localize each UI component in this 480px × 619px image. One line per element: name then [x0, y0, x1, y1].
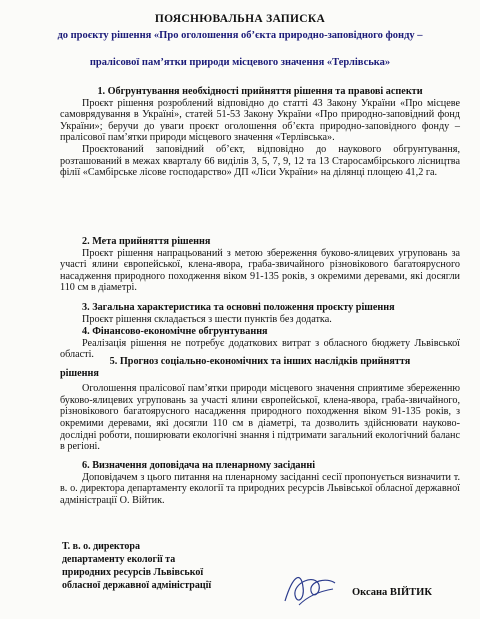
- section-3-paragraph: Проєкт рішення складається з шести пунктів без додатка.: [82, 313, 332, 325]
- section-5-heading: [60, 356, 460, 379]
- handwritten-signature: [275, 565, 345, 610]
- signature-position-line3: природних ресурсів Львівської: [62, 567, 204, 578]
- signature-position-line2: департаменту екології та: [62, 554, 176, 565]
- section-6: [60, 460, 460, 506]
- section-3: [60, 302, 460, 325]
- section-5-paragraph: Оголошення пралісової пам’ятки природи місцевого значення сприятиме збереженню буково-ялицевих угруповань за участі ялини європейської, клена-явора, граба-звичайного, різновікового багатоярусного насадження природного походження віком 91-135 років, з окремими деревами, які досягли 110 см в діаметрі, та дозволить здійснювати науково-дослідні роботи, поширювати екологічні знання і підтримати загальний екологічний баланс в регіоні.: [60, 383, 460, 453]
- section-1-paragraph-2: Проєктований заповідний об’єкт, відповідно до наукового обгрунтування, розташований в межах кварталу 66 виділів 3, 5, 7, 9, 12 та 13 Старосамбірського лісництва філії «Самбірське лісове господарство» ДП «Ліси України» на ділянці площею 41,2 га.: [60, 143, 460, 179]
- document-subtitle-line1: до проєкту рішення «Про оголошення об’єкта природно-заповідного фонду –: [57, 30, 423, 41]
- signature-position-line4: обласної державної адміністрації: [62, 580, 212, 591]
- document-subtitle-line2: пралісової пам’ятки природи місцевого значення «Терлівська»: [89, 57, 391, 68]
- section-5-heading-line2: рішення: [60, 367, 99, 379]
- section-2: [60, 236, 460, 294]
- section-1-heading: 1. Обгрунтування необхідності прийняття рішення та правові аспекти: [97, 86, 423, 97]
- section-5: [60, 356, 460, 453]
- section-6-heading: 6. Визначення доповідача на пленарному засіданні: [82, 460, 316, 471]
- signature-block: [62, 540, 242, 592]
- section-4-paragraph: Реалізація рішення не потребує додаткових витрат з обласного бюджету Львівської області.: [60, 337, 460, 361]
- section-1: [60, 86, 460, 179]
- signatory-name: Оксана ВІЙТИК: [352, 587, 432, 598]
- section-1-paragraph-1: Проєкт рішення розроблений відповідно до статті 43 Закону України «Про місцеве самоврядування в Україні», статей 51-53 Закону України «Про природно-заповідний фонд України»; беручи до уваги проєкт оголошення об’єкта природно-заповідного фонду – пралісової пам’ятки природи місцевого значення «Терлівська».: [60, 97, 460, 144]
- section-2-heading: 2. Мета прийняття рішення: [82, 236, 211, 247]
- section-5-heading-line1: 5. Прогноз соціально-економічних та інших наслідків прийняття: [109, 356, 411, 367]
- signature-position-line1: Т. в. о. директора: [62, 541, 140, 552]
- section-6-paragraph: Доповідачем з цього питання на пленарному засіданні сесії пропонується визначити т. в. о. директора департаменту екології та природних ресурсів Львівської обласної державної адміністрації О. Війтик.: [60, 471, 460, 506]
- section-4-heading: 4. Фінансово-економічне обгрунтування: [82, 326, 268, 337]
- section-3-heading: 3. Загальна характеристика та основні положення проєкту рішення: [82, 302, 395, 313]
- section-2-paragraph: Проєкт рішення напрацьований з метою збереження буково-ялицевих угруповань за участі ялини європейської, клена-явора, граба-звичайного різновікового багатоярусного насадження природного походження віком 91-135 років, з окремими деревами, які досягли 110 см в діаметрі.: [60, 247, 460, 294]
- document-title: ПОЯСНЮВАЛЬНА ЗАПИСКА: [154, 13, 326, 25]
